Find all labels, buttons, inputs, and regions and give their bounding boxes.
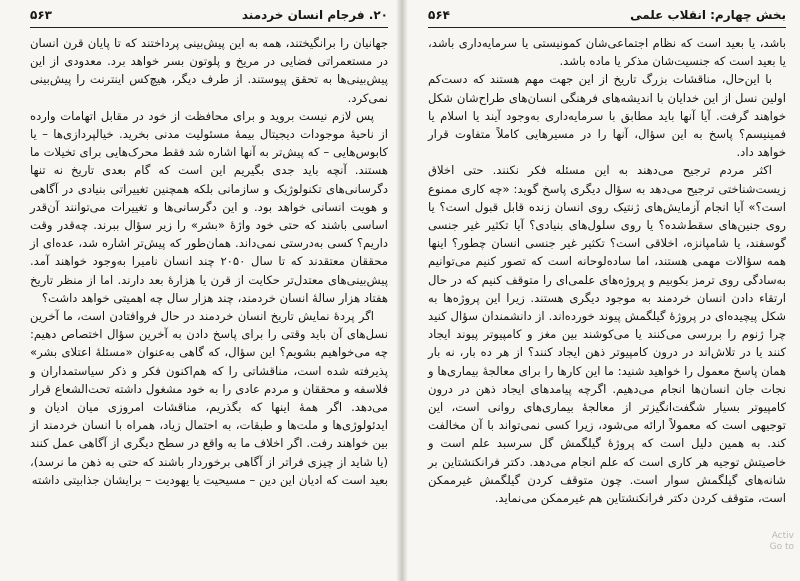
watermark-line-1: Activ	[771, 531, 794, 541]
right-body-text	[428, 34, 786, 507]
right-running-head	[428, 8, 786, 28]
right-chapter-title: بخش چهارم: انقلاب علمی	[630, 8, 786, 22]
left-body-text	[30, 34, 388, 489]
right-page	[402, 0, 800, 581]
left-paragraph-2: پس لازم نیست بروید و برای محافظت از خود در مقابل اتهامات وارده از ناحیهٔ موجودات دیجیتال بیمهٔ مسئولیت مدنی بخرید. خیالپردازی‌ها – یا کابوس‌هایی – که پیش‌تر به آنها اشاره شد فقط محرک‌هایی برای تخیلات ما هستند. آنچه باید جدی بگیریم این است که گام بعدی تاریخ نه تنها دگرسانی‌های تکنولوژیک و سازمانی بلکه همچنین تغییراتی بنیادی در آگاهی و هویت انسانی خواهد بود. و این دگرسانی‌ها و تغییرات می‌توانند آن‌قدر اساسی باشند که حتی خود واژهٔ «بشر» را زیر سؤال ببرند. چه‌قدر وقت داریم؟ کسی به‌درستی نمی‌داند. همان‌طور که پیش‌تر اشاره شد، عده‌ای از محققان معتقدند که تا سال ۲۰۵۰ چند انسان نامیرا به‌وجود خواهند آمد. پیش‌بینی‌های معتدل‌تر حکایت از قرن یا هزارهٔ بعد دارند. اما از منظر تاریخ هفتاد هزار سالهٔ انسان خردمند، چند هزار سال چه اهمیتی خواهد داشت؟	[30, 108, 388, 305]
left-chapter-title: ۲۰. فرجام انسان خردمند	[241, 8, 388, 22]
right-paragraph-3: اکثر مردم ترجیح می‌دهند به این مسئله فکر نکنند. حتی اخلاق زیست‌شناختی ترجیح می‌دهد به سؤال دیگری پاسخ گوید: «چه کاری ممنوع است؟» آیا انجام آزمایش‌های ژنتیک روی انسان زنده قابل قبول است؟ یا روی جنین‌های سقط‌شده؟ یا روی سلول‌های بنیادی؟ آیا تکثیر غیر جنسی گوسفند، یا شامپانزه، اخلاقی است؟ تکثیر غیر جنسی انسان چطور؟ اینها همه سؤالات مهمی هستند، اما ساده‌لوحانه است که تصور کنیم می‌توانیم به‌سادگی روی ترمز بکوبیم و پروژه‌های علمی‌ای را متوقف کنیم که در حال ارتقاء دادن انسان خردمند به موجود دیگری هستند. زیرا این پروژه‌ها به شکل پیچیده‌ای در پروژهٔ گیلگمش پیوند خورده‌اند. از دانشمندان سؤال کنید چرا ژنوم را بررسی می‌کنند یا می‌کوشند بین مغز و کامپیوتر پیوند ایجاد کنند یا در تلاش‌اند در درون کامپیوتر ذهن ایجاد کنند؟ از هر ده بار، نه بار همان پاسخ معمول را خواهید شنید: ما این کارها را برای معالجهٔ بیماری‌ها و نجات جان انسان‌ها انجام می‌دهیم. اگرچه پیامدهای ایجاد ذهن در درون کامپیوتر بسیار شگفت‌انگیزتر از معالجهٔ بیماری‌های روانی است، این توجیهی است که معمولاً ارائه می‌شود، زیرا کسی نمی‌تواند با آن مخالفت کند. به همین دلیل است که پروژهٔ گیلگمش گل سرسبد علم است و خاصیتش توجیه هر کاری است که علم انجام می‌دهد. دکتر فرانکنشتاین بر شانه‌های گیلگمش سوار است. چون متوقف کردن گیلگمش غیرممکن است، متوقف کردن دکتر فرانکنشتاین هم غیرممکن می‌نماید.	[428, 163, 786, 506]
book-gutter	[396, 0, 408, 581]
left-page-number: ۵۶۳	[30, 8, 52, 22]
watermark-line-2: Go to	[769, 542, 794, 552]
left-paragraph-3: اگر پردهٔ نمایش تاریخ انسان خردمند در حال فروافتادن است، ما آخرین نسل‌های آن باید وقتی را برای پاسخ دادن به آخرین سؤال اختصاص دهیم: چه می‌خواهیم بشویم؟ این سؤال، که گاهی به‌عنوان «مسئلهٔ اعتلای بشر» پذیرفته شده است، مناقشاتی را که هم‌اکنون فکر و ذکر سیاستمداران و فلاسفه و محققان و مردم عادی را به خود مشغول داشته تحت‌الشعاع قرار می‌دهد. اگر همهٔ اینها که بگذریم، مناقشات امروزی میان ادیان و ایدئولوژی‌ها و ملت‌ها و طبقات، به احتمال زیاد، همراه با انسان خردمند از بین خواهند رفت. اگر اخلاف ما به واقع در سطح دیگری از آگاهی عمل کنند (یا شاید از چیزی فراتر از آگاهی برخوردار باشند که حتی به ذهن ما نرسد)، بعید است که ادیان این دین – مسیحیت یا یهودیت – برایشان جذابیتی داشته	[30, 309, 388, 487]
right-paragraph-1: باشد، یا بعید است که نظام اجتماعی‌شان کمونیستی یا سرمایه‌داری باشد، یا بعید است که جنسیت‌شان مذکر یا ماده باشد.	[428, 36, 786, 69]
left-running-head	[30, 8, 388, 28]
activation-watermark	[754, 531, 794, 553]
left-paragraph-1: جهانیان را برانگیختند، همه به این پیش‌بینی پرداختند که تا پایان قرن انسان در مستعمراتی فضایی در مریخ و پلوتون بسر خواهد برد. معدودی از این پیش‌بینی‌ها به تحقق پیوستند. از طرف دیگر، هیچ‌کس اینترنت را پیش‌بینی نمی‌کرد.	[30, 36, 388, 105]
right-page-number: ۵۶۴	[428, 8, 450, 22]
right-paragraph-2: با این‌حال، مناقشات بزرگ تاریخ از این جهت مهم هستند که دست‌کم اولین نسل از این خدایان با اندیشه‌های فرهنگی انسان‌های طراح‌شان شکل خواهند گرفت. آیا آنها باید مطابق با سرمایه‌داری به‌وجود آیند یا اسلام یا فمینیسم؟ پاسخ به این سؤال، آنها را در مسیرهایی کاملاً متفاوت قرار خواهد داد.	[428, 72, 786, 160]
